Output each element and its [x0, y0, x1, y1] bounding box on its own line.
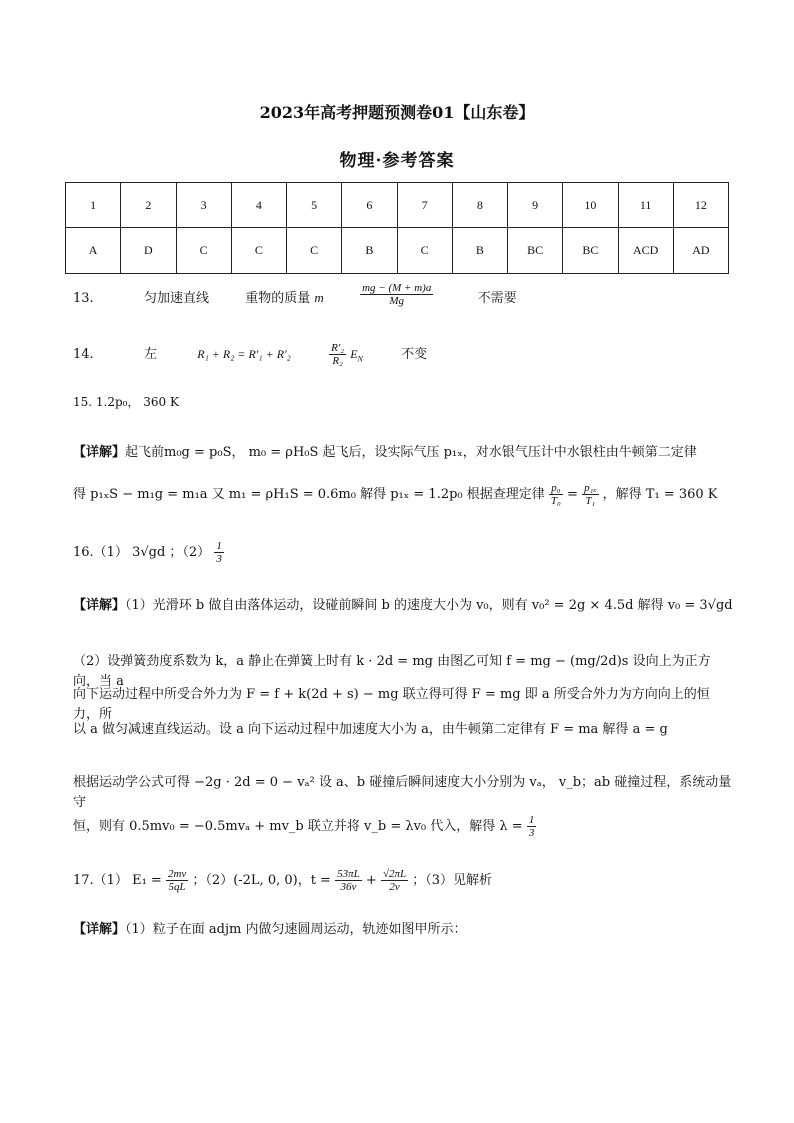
q15-fraction-1-numerator: p₀: [549, 482, 563, 495]
q17-answer-text-1: 17.（1） E₁ =: [73, 873, 162, 888]
question-number-cell: 1: [66, 183, 121, 228]
q14-answer-2: R₁ + R₂ = R′₁ + R′₂: [197, 347, 291, 361]
q17-answer-text-3: ；（3）见解析: [412, 873, 493, 888]
q16-answer-fraction-denominator: 3: [216, 553, 222, 565]
question-number-cell: 11: [618, 183, 673, 228]
q15-detail-line-2: [73, 482, 718, 507]
q13-answer-2-var: m: [314, 290, 324, 305]
q15-fraction-2-denominator: T₁: [585, 495, 596, 507]
q13-fraction-numerator: mg − (M + m)a: [362, 282, 432, 294]
q14-emf-subscript: N: [357, 354, 363, 364]
question-number-cell: 4: [231, 183, 286, 228]
q13-answer-1: 匀加速直线: [143, 291, 209, 306]
q14-emf-symbol: E: [350, 347, 358, 361]
q13-answer-2: 重物的质量: [245, 291, 311, 306]
q13-answer-4: 不需要: [477, 291, 517, 306]
q14-fraction-numerator: R′₂: [331, 342, 345, 354]
page-title: 2023年高考押题预测卷01【山东卷】: [259, 103, 535, 122]
q16-answer: [73, 540, 224, 565]
answer-choice-cell: ACD: [618, 228, 673, 274]
q17-detail-label: 【详解】: [73, 922, 126, 937]
q16-answer-fraction-numerator: 1: [216, 540, 222, 552]
q17-fraction-2: [335, 868, 362, 893]
answer-choice-row: [66, 228, 729, 274]
q17-fraction-1-numerator: 2mv: [167, 868, 187, 880]
question-number-cell: 6: [342, 183, 397, 228]
q15-fraction-1: [549, 482, 563, 507]
q15-fraction-1-denominator: T₀: [550, 495, 561, 507]
q17-fraction-1-denominator: 5qL: [168, 881, 186, 893]
q15-fraction-2-numerator: p₁ₓ: [584, 482, 597, 494]
answer-choice-cell: C: [397, 228, 452, 274]
q16-detail-line-2: （2）设弹簧劲度系数为 k，a 静止在弹簧上时有 k · 2d = mg 由图乙可知 f = mg − (mg/2d)s 设向上为正方向，当 a: [73, 654, 711, 689]
q15-detail-line-1: [73, 443, 733, 463]
q16-detail-line-6: [73, 814, 536, 839]
answer-choice-cell: C: [176, 228, 231, 274]
answer-choice-cell: A: [66, 228, 121, 274]
answer-choice-cell: AD: [673, 228, 728, 274]
q16-detail-text-1: （1）光滑环 b 做自由落体运动，设碰前瞬间 b 的速度大小为 v₀，则有 v₀² = 2g × 4.5d 解得 v₀ = 3√gd: [125, 598, 733, 613]
q13-number: 13.: [73, 291, 94, 306]
q15-answer: 15. 1.2p₀， 360 K: [73, 395, 179, 409]
question-number-cell: 8: [452, 183, 507, 228]
answer-choice-cell: B: [452, 228, 507, 274]
q17-fraction-3-numerator: √2πL: [382, 868, 407, 880]
q17-plus: +: [365, 873, 377, 888]
q16-detail-line-1: [73, 596, 733, 616]
q14-answer-1: 左: [143, 347, 157, 362]
q16-detail-line-3: 向下运动过程中所受合外力为 F = f + k(2d + s) − mg 联立得可得 F = mg 即 a 所受合外力为方向向上的恒力，所: [73, 687, 710, 722]
answer-choice-cell: BC: [508, 228, 563, 274]
q17-fraction-3: [381, 868, 408, 893]
q16-lambda-fraction-denominator: 3: [528, 827, 535, 839]
q14-fraction: [329, 342, 346, 367]
q15-detail-text-2: 得 p₁ₓS − m₁g = m₁a 又 m₁ = ρH₁S = 0.6m₀ 解得 p₁ₓ = 1.2p₀ 根据查理定律: [73, 487, 545, 502]
q16-detail-text-6: 恒，则有 0.5mv₀ = −0.5mvₐ + mv_b 联立并将 v_b = λv₀ 代入，解得 λ =: [73, 819, 523, 834]
question-number-cell: 7: [397, 183, 452, 228]
q17-fraction-2-denominator: 36v: [340, 881, 357, 893]
q16-detail-line-5: 根据运动学公式可得 −2g · 2d = 0 − vₐ² 设 a、b 碰撞后瞬间速度大小分别为 vₐ， v_b；ab 碰撞过程，系统动量守: [73, 775, 732, 810]
answer-choice-cell: B: [342, 228, 397, 274]
q16-answer-text: 16.（1） 3√gd ；（2）: [73, 545, 211, 560]
answer-table: [65, 182, 729, 274]
answer-choice-cell: C: [231, 228, 286, 274]
q14-line: [73, 342, 427, 367]
q14-answer-4: 不变: [401, 347, 428, 362]
question-number-cell: 9: [508, 183, 563, 228]
q15-equals: =: [567, 487, 578, 502]
question-number-cell: 3: [176, 183, 231, 228]
page-subtitle: 物理·参考答案: [339, 151, 455, 171]
q17-fraction-2-numerator: 53πL: [337, 868, 360, 880]
question-number-row: [66, 183, 729, 228]
q14-number: 14.: [73, 347, 94, 362]
question-number-cell: 2: [121, 183, 176, 228]
q16-answer-fraction: [214, 540, 224, 565]
q15-detail-text-1: 起飞前m₀g = p₀S， m₀ = ρH₀S 起飞后，设实际气压 p₁ₓ，对水银气压计中水银柱由牛顿第二定律: [125, 445, 697, 460]
q17-fraction-1: [166, 868, 188, 893]
q15-detail-label: 【详解】: [73, 445, 126, 460]
q13-line: [73, 282, 517, 307]
q15-detail-text-3: ，解得 T₁ = 360 K: [602, 487, 718, 502]
q17-detail-text-1: （1）粒子在面 adjm 内做匀速圆周运动，轨迹如图甲所示：: [125, 922, 467, 937]
q17-answer-text-2: ；（2）(-2L, 0, 0)，t =: [192, 873, 331, 888]
q16-detail-label: 【详解】: [73, 598, 126, 613]
q17-fraction-3-denominator: 2v: [389, 881, 400, 893]
answer-choice-cell: C: [287, 228, 342, 274]
q15-fraction-2: [582, 482, 598, 507]
q17-detail-line-1: [73, 920, 733, 940]
answer-choice-cell: D: [121, 228, 176, 274]
q14-fraction-denominator: R₂: [332, 355, 343, 367]
q16-detail-line-4: 以 a 做匀减速直线运动。设 a 向下运动过程中加速度大小为 a，由牛顿第二定律有 F = ma 解得 a = g: [73, 722, 668, 737]
question-number-cell: 10: [563, 183, 618, 228]
q16-lambda-fraction: [527, 814, 537, 839]
q17-answer: [73, 868, 492, 893]
question-number-cell: 12: [673, 183, 728, 228]
q13-fraction-denominator: Mg: [389, 295, 405, 307]
q16-lambda-fraction-numerator: 1: [528, 814, 535, 826]
answer-choice-cell: BC: [563, 228, 618, 274]
q13-fraction: [360, 282, 433, 307]
question-number-cell: 5: [287, 183, 342, 228]
